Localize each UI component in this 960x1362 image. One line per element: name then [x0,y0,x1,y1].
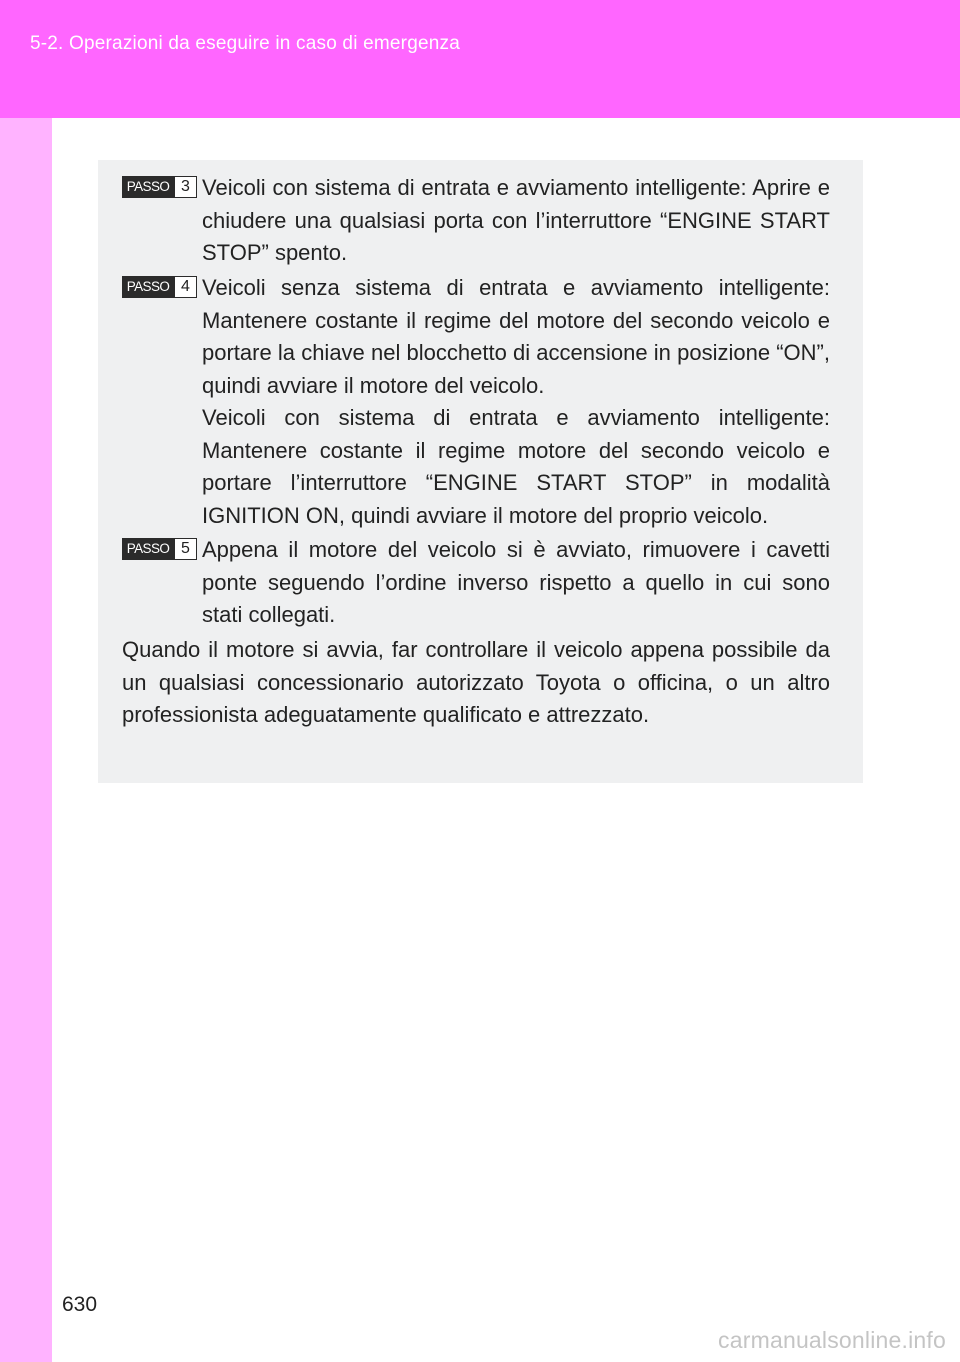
step-4 [122,260,830,532]
page-number: 630 [62,1293,98,1316]
step-badge-label: PASSO [122,538,174,560]
step-4-text-2: Veicoli con sistema di entrata e avviamento intelligente: Mantenere costante il regime motore del secondo veicolo e portare l’interruttore “ENGINE START STOP” in modalità IGNITION ON, quindi avviare il motore del proprio veicolo. [202,405,830,528]
final-note [122,634,830,732]
header-band [0,0,960,118]
step-badge-number: 4 [174,276,197,298]
step-5-badge [122,538,197,560]
step-5-text: Appena il motore del veicolo si è avviato, rimuovere i cavetti ponte seguendo l’ordine inverso rispetto a quello in cui sono stati collegati. [202,537,830,627]
side-band [0,118,52,1362]
step-5 [122,522,830,632]
step-4-badge [122,276,197,298]
step-badge-number: 5 [174,538,197,560]
final-note-text: Quando il motore si avvia, far controllare il veicolo appena possibile da un qualsiasi concessionario autorizzato Toyota o officina, o un altro professionista adeguatamente qualificato e attrezzato. [122,637,830,727]
step-3-text: Veicoli con sistema di entrata e avviamento intelligente: Aprire e chiudere una qualsiasi porta con l’interruttore “ENGINE START STOP” spento. [202,175,830,265]
step-4-text-1: Veicoli senza sistema di entrata e avviamento intelligente: Mantenere costante il regime del motore del secondo veicolo e portare la chiave nel blocchetto di accensione in posizione “ON”, quindi avviare il motore del veicolo. [202,275,830,398]
step-3 [122,160,830,270]
step-badge-label: PASSO [122,276,174,298]
step-3-badge [122,176,197,198]
step-badge-label: PASSO [122,176,174,198]
step-badge-number: 3 [174,176,197,198]
section-title: 5-2. Operazioni da eseguire in caso di emergenza [30,33,460,54]
watermark: carmanualsonline.info [718,1327,946,1353]
